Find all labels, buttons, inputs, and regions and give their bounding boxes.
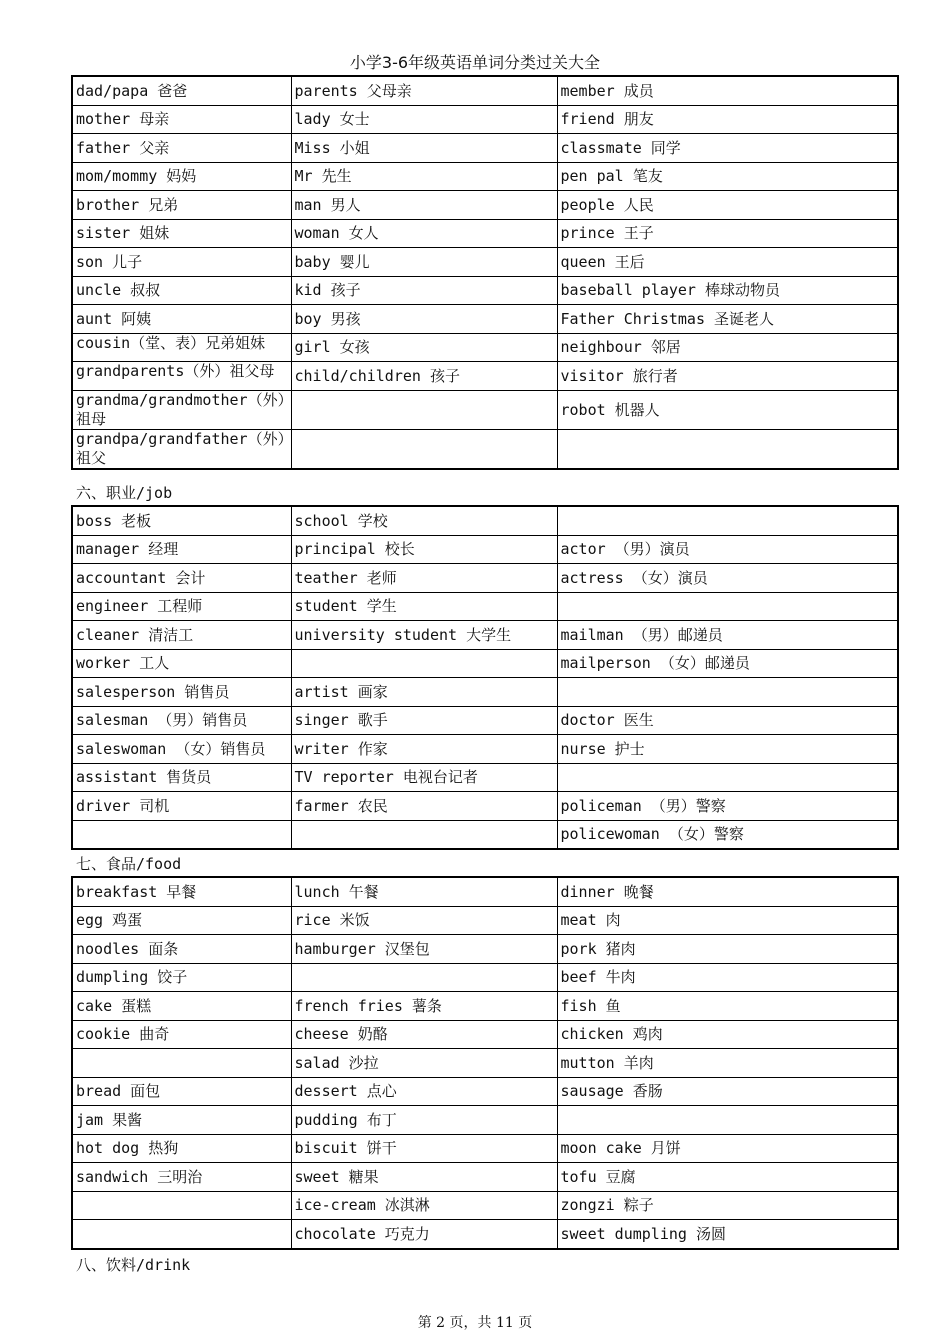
table-row: [72, 592, 898, 621]
table-cell: girl 女孩: [291, 333, 557, 362]
table-row: [72, 134, 898, 163]
table-row: [72, 792, 898, 821]
table-row: [72, 305, 898, 334]
table-cell: cake 蛋糕: [72, 992, 291, 1021]
table-cell: [557, 1106, 898, 1135]
table-row: [72, 76, 898, 105]
table-row: [72, 429, 898, 469]
table-cell: boss 老板: [72, 506, 291, 535]
table-cell: egg 鸡蛋: [72, 906, 291, 935]
table-cell: biscuit 饼干: [291, 1134, 557, 1163]
table-cell: farmer 农民: [291, 792, 557, 821]
table-cell: lunch 午餐: [291, 877, 557, 906]
drink-section-heading: 八、饮料/drink: [76, 1256, 191, 1274]
table-cell: son 儿子: [72, 248, 291, 277]
table-cell: hamburger 汉堡包: [291, 935, 557, 964]
table-cell: brother 兄弟: [72, 191, 291, 220]
table-cell: [291, 390, 557, 429]
table-cell: [291, 820, 557, 849]
table-cell: aunt 阿姨: [72, 305, 291, 334]
table-cell: hot dog 热狗: [72, 1134, 291, 1163]
table-row: [72, 248, 898, 277]
table-cell: salad 沙拉: [291, 1049, 557, 1078]
table-cell: dumpling 饺子: [72, 963, 291, 992]
table-row: [72, 506, 898, 535]
table-cell: father 父亲: [72, 134, 291, 163]
table-cell: moon cake 月饼: [557, 1134, 898, 1163]
table-cell: teather 老师: [291, 564, 557, 593]
table-row: [72, 1106, 898, 1135]
table-row: [72, 820, 898, 849]
table-cell: sweet 糖果: [291, 1163, 557, 1192]
table-row: [72, 706, 898, 735]
page-title: 小学3-6年级英语单词分类过关大全: [349, 53, 601, 72]
table-cell: child/children 孩子: [291, 362, 557, 391]
table-cell: boy 男孩: [291, 305, 557, 334]
table-cell: TV reporter 电视台记者: [291, 763, 557, 792]
table-cell: member 成员: [557, 76, 898, 105]
table-row: [72, 763, 898, 792]
table-cell: baseball player 棒球动物员: [557, 276, 898, 305]
table-cell: pork 猪肉: [557, 935, 898, 964]
table-cell: cleaner 清洁工: [72, 621, 291, 650]
table-cell: grandparents（外）祖父母: [72, 362, 291, 391]
table-cell: salesman （男）销售员: [72, 706, 291, 735]
table-cell: people 人民: [557, 191, 898, 220]
table-row: [72, 333, 898, 362]
table-cell: french fries 薯条: [291, 992, 557, 1021]
table-row: [72, 906, 898, 935]
table-row: [72, 678, 898, 707]
table-cell: baby 婴儿: [291, 248, 557, 277]
table-cell: doctor 医生: [557, 706, 898, 735]
table-cell: uncle 叔叔: [72, 276, 291, 305]
table-cell: sausage 香肠: [557, 1077, 898, 1106]
table-cell: rice 米饭: [291, 906, 557, 935]
table-cell: sister 姐妹: [72, 219, 291, 248]
family-vocab-table: [71, 75, 899, 470]
table-cell: [557, 763, 898, 792]
table-row: [72, 219, 898, 248]
table-cell: classmate 同学: [557, 134, 898, 163]
table-cell: sweet dumpling 汤圆: [557, 1220, 898, 1249]
table-row: [72, 1020, 898, 1049]
table-row: [72, 1134, 898, 1163]
table-row: [72, 621, 898, 650]
table-cell: pen pal 笔友: [557, 162, 898, 191]
table-cell: policewoman （女）警察: [557, 820, 898, 849]
job-vocab-table: [71, 505, 899, 850]
table-row: [72, 390, 898, 429]
table-cell: university student 大学生: [291, 621, 557, 650]
table-row: [72, 735, 898, 764]
table-cell: manager 经理: [72, 535, 291, 564]
table-cell: [291, 429, 557, 469]
table-cell: saleswoman （女）销售员: [72, 735, 291, 764]
table-cell: [291, 649, 557, 678]
table-cell: cousin（堂、表）兄弟姐妹: [72, 333, 291, 362]
table-cell: actor （男）演员: [557, 535, 898, 564]
table-cell: neighbour 邻居: [557, 333, 898, 362]
table-row: [72, 162, 898, 191]
table-cell: meat 肉: [557, 906, 898, 935]
table-cell: engineer 工程师: [72, 592, 291, 621]
table-cell: driver 司机: [72, 792, 291, 821]
table-cell: robot 机器人: [557, 390, 898, 429]
table-cell: cheese 奶酪: [291, 1020, 557, 1049]
table-cell: principal 校长: [291, 535, 557, 564]
table-cell: dad/papa 爸爸: [72, 76, 291, 105]
table-cell: mutton 羊肉: [557, 1049, 898, 1078]
food-section-heading: 七、食品/food: [76, 855, 182, 873]
table-row: [72, 105, 898, 134]
table-cell: policeman （男）警察: [557, 792, 898, 821]
table-cell: parents 父母亲: [291, 76, 557, 105]
table-cell: cookie 曲奇: [72, 1020, 291, 1049]
table-cell: queen 王后: [557, 248, 898, 277]
table-cell: writer 作家: [291, 735, 557, 764]
table-cell: visitor 旅行者: [557, 362, 898, 391]
table-row: [72, 1163, 898, 1192]
table-row: [72, 1191, 898, 1220]
table-cell: Miss 小姐: [291, 134, 557, 163]
table-cell: mailperson （女）邮递员: [557, 649, 898, 678]
food-vocab-table: [71, 876, 899, 1250]
table-cell: breakfast 早餐: [72, 877, 291, 906]
table-cell: assistant 售货员: [72, 763, 291, 792]
table-cell: nurse 护士: [557, 735, 898, 764]
table-cell: ice-cream 冰淇淋: [291, 1191, 557, 1220]
table-row: [72, 1049, 898, 1078]
table-cell: [72, 1220, 291, 1249]
table-cell: grandma/grandmother（外）祖母: [72, 390, 291, 429]
table-cell: lady 女士: [291, 105, 557, 134]
table-cell: bread 面包: [72, 1077, 291, 1106]
table-row: [72, 276, 898, 305]
table-cell: jam 果酱: [72, 1106, 291, 1135]
table-row: [72, 1220, 898, 1249]
table-cell: [557, 678, 898, 707]
table-cell: beef 牛肉: [557, 963, 898, 992]
table-cell: [557, 592, 898, 621]
table-cell: [557, 429, 898, 469]
table-cell: [72, 1049, 291, 1078]
table-cell: tofu 豆腐: [557, 1163, 898, 1192]
table-row: [72, 564, 898, 593]
table-row: [72, 935, 898, 964]
table-cell: [557, 506, 898, 535]
table-cell: artist 画家: [291, 678, 557, 707]
table-cell: chocolate 巧克力: [291, 1220, 557, 1249]
table-cell: [72, 820, 291, 849]
table-cell: mom/mommy 妈妈: [72, 162, 291, 191]
table-row: [72, 1077, 898, 1106]
table-cell: zongzi 粽子: [557, 1191, 898, 1220]
table-cell: singer 歌手: [291, 706, 557, 735]
table-cell: pudding 布丁: [291, 1106, 557, 1135]
table-cell: school 学校: [291, 506, 557, 535]
table-cell: [291, 963, 557, 992]
table-row: [72, 191, 898, 220]
table-row: [72, 649, 898, 678]
table-cell: grandpa/grandfather（外）祖父: [72, 429, 291, 469]
page-footer: 第 2 页，共 11 页: [417, 1315, 533, 1331]
table-cell: woman 女人: [291, 219, 557, 248]
table-cell: mother 母亲: [72, 105, 291, 134]
table-cell: Father Christmas 圣诞老人: [557, 305, 898, 334]
table-row: [72, 535, 898, 564]
table-cell: noodles 面条: [72, 935, 291, 964]
table-cell: prince 王子: [557, 219, 898, 248]
table-cell: [72, 1191, 291, 1220]
table-cell: man 男人: [291, 191, 557, 220]
table-cell: sandwich 三明治: [72, 1163, 291, 1192]
table-row: [72, 963, 898, 992]
table-row: [72, 877, 898, 906]
table-cell: student 学生: [291, 592, 557, 621]
job-section-heading: 六、职业/job: [76, 484, 173, 502]
table-cell: kid 孩子: [291, 276, 557, 305]
table-cell: Mr 先生: [291, 162, 557, 191]
table-cell: accountant 会计: [72, 564, 291, 593]
table-row: [72, 362, 898, 391]
table-cell: worker 工人: [72, 649, 291, 678]
table-cell: salesperson 销售员: [72, 678, 291, 707]
table-cell: actress （女）演员: [557, 564, 898, 593]
table-row: [72, 992, 898, 1021]
table-cell: fish 鱼: [557, 992, 898, 1021]
table-cell: friend 朋友: [557, 105, 898, 134]
table-cell: dessert 点心: [291, 1077, 557, 1106]
table-cell: dinner 晚餐: [557, 877, 898, 906]
table-cell: chicken 鸡肉: [557, 1020, 898, 1049]
table-cell: mailman （男）邮递员: [557, 621, 898, 650]
